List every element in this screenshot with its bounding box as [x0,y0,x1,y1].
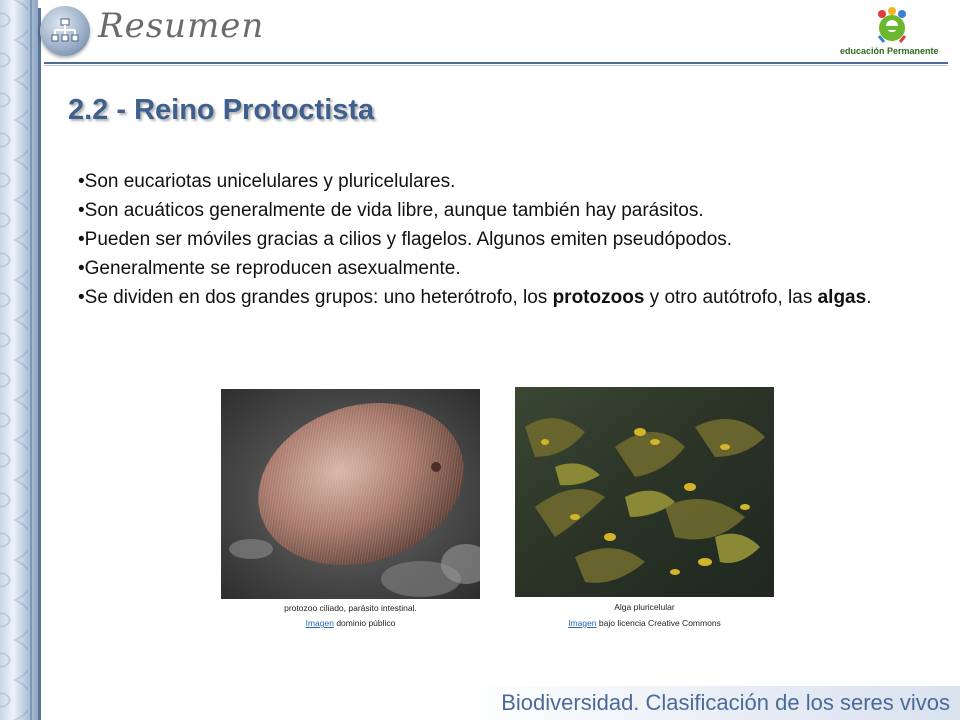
bullet-text: . [866,287,872,308]
sitemap-icon [40,6,90,56]
header-divider [44,62,948,64]
left-border-line [30,0,32,720]
bullet-list [78,167,878,312]
image-source-link[interactable]: Imagen [305,618,334,628]
protozoo-image [221,389,480,599]
left-decorative-band [0,0,38,720]
brand-logo [834,4,950,60]
footer-title: Biodiversidad. Clasificación de los seres vivos [501,690,950,715]
figure-credit [221,617,480,629]
alga-image [515,387,774,597]
bold-term-protozoos: protozoos [552,287,645,308]
bullet-text: y otro autótrofo, las [644,287,818,308]
image-source-link[interactable]: Imagen [568,618,597,628]
figure-protozoo [221,389,480,629]
figure-caption: Alga pluricelular [614,602,675,612]
educacion-permanente-logo-icon [870,6,914,46]
bullet-text: •Se dividen en dos grandes grupos: uno heterótrofo, los [78,287,553,308]
bullet-item: •Son eucariotas unicelulares y pluricelulares. [78,171,456,192]
bullet-item: •Son acuáticos generalmente de vida libre, aunque también hay parásitos. [78,200,704,221]
figure-alga [515,387,774,629]
header-title: Resumen [98,6,265,46]
bullet-item: •Pueden ser móviles gracias a cilios y flagelos. Algunos emiten pseudópodos. [78,229,733,250]
license-text: dominio público [333,618,396,628]
license-text: bajo licencia Creative Commons [596,618,721,628]
brand-text: educación Permanente [840,46,939,56]
bullet-item: •Generalmente se reproducen asexualmente. [78,258,461,279]
figure-caption: protozoo ciliado, parásito intestinal. [284,603,417,613]
figure-credit [515,617,774,629]
left-border-line-dark [38,8,41,720]
bullet-item [78,283,878,312]
header-divider-light [44,65,948,66]
bold-term-algas: algas [817,287,867,308]
slide-title: 2.2 - Reino Protoctista [68,94,375,126]
